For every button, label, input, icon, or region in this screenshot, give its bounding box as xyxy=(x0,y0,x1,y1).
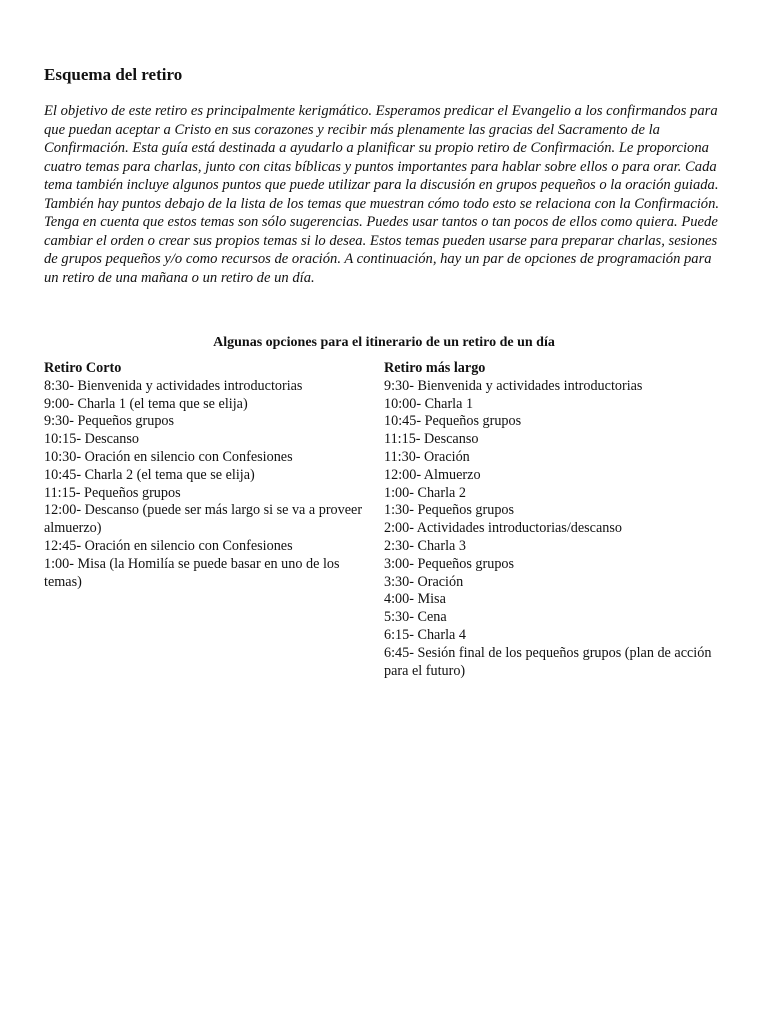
schedule-item: 6:45- Sesión final de los pequeños grupos (plan de acción para el futuro) xyxy=(384,644,712,679)
schedule-item: 3:00- Pequeños grupos xyxy=(384,555,515,572)
schedule-item: 4:00- Misa xyxy=(384,591,446,608)
schedule-item: 2:00- Actividades introductorias/descanso xyxy=(384,520,622,537)
long-retreat-list xyxy=(384,378,714,681)
long-retreat-title: Retiro más largo xyxy=(384,360,486,376)
long-retreat-column xyxy=(384,360,714,680)
schedule-item: 11:15- Descanso xyxy=(384,431,479,448)
short-retreat-list xyxy=(44,378,364,592)
schedule-item: 10:45- Pequeños grupos xyxy=(384,413,522,430)
schedule-item: 10:15- Descanso xyxy=(44,431,139,448)
schedule-item: 1:30- Pequeños grupos xyxy=(384,502,515,519)
schedule-item: 9:00- Charla 1 (el tema que se elija) xyxy=(44,395,248,412)
schedule-item: 1:00- Misa (la Homilía se puede basar en uno de los temas) xyxy=(44,555,340,590)
schedule-item: 9:30- Pequeños grupos xyxy=(44,413,175,430)
schedule-item: 8:30- Bienvenida y actividades introductorias xyxy=(44,377,303,394)
schedule-item: 3:30- Oración xyxy=(384,573,464,590)
short-retreat-column xyxy=(44,360,364,591)
schedule-item: 11:15- Pequeños grupos xyxy=(44,484,181,501)
schedule-heading: Algunas opciones para el itinerario de un retiro de un día xyxy=(213,335,555,350)
schedule-item: 1:00- Charla 2 xyxy=(384,484,466,501)
schedule-item: 12:00- Descanso (puede ser más largo si se va a proveer almuerzo) xyxy=(44,502,363,537)
schedule-item: 9:30- Bienvenida y actividades introductorias xyxy=(384,377,643,394)
schedule-item: 12:45- Oración en silencio con Confesiones xyxy=(44,537,293,554)
schedule-item: 10:30- Oración en silencio con Confesiones xyxy=(44,448,293,465)
short-retreat-title: Retiro Corto xyxy=(44,360,122,376)
schedule-item: 10:00- Charla 1 xyxy=(384,395,474,412)
schedule-item: 10:45- Charla 2 (el tema que se elija) xyxy=(44,466,255,483)
schedule-item: 11:30- Oración xyxy=(384,448,470,465)
schedule-item: 2:30- Charla 3 xyxy=(384,537,466,554)
schedule-item: 5:30- Cena xyxy=(384,609,447,626)
schedule-item: 12:00- Almuerzo xyxy=(384,466,481,483)
schedule-item: 6:15- Charla 4 xyxy=(384,626,466,643)
page-title: Esquema del retiro xyxy=(44,65,183,84)
intro-paragraph: El objetivo de este retiro es principalmente kerigmático. Esperamos predicar el Evangelio a los confirmandos para que puedan aceptar a Cristo en sus corazones y recibir más plenamente las gracias del Sacramento de la Confirmación. Esta guía está destinada a ayudarlo a planificar su propio retiro de Confirmación. Le proporciona cuatro temas para charlas, junto con citas bíblicas y puntos importantes para hablar sobre ellos o para orar. Cada tema también incluye algunos puntos que puede utilizar para la discusión en grupos pequeños o la oración guiada. También hay puntos debajo de la lista de los temas que muestran cómo todo esto se relaciona con la Confirmación. Tenga en cuenta que estos temas son sólo sugerencias. Puedes usar tantos o tan pocos de ellos como quiera. Puede cambiar el orden o crear sus propios temas si lo desea. Estos temas pueden usarse para preparar charlas, sesiones de grupos pequeños y/o como recursos de oración. A continuación, hay un par de opciones de programación para un retiro de una mañana o un retiro de un día. xyxy=(44,103,720,286)
